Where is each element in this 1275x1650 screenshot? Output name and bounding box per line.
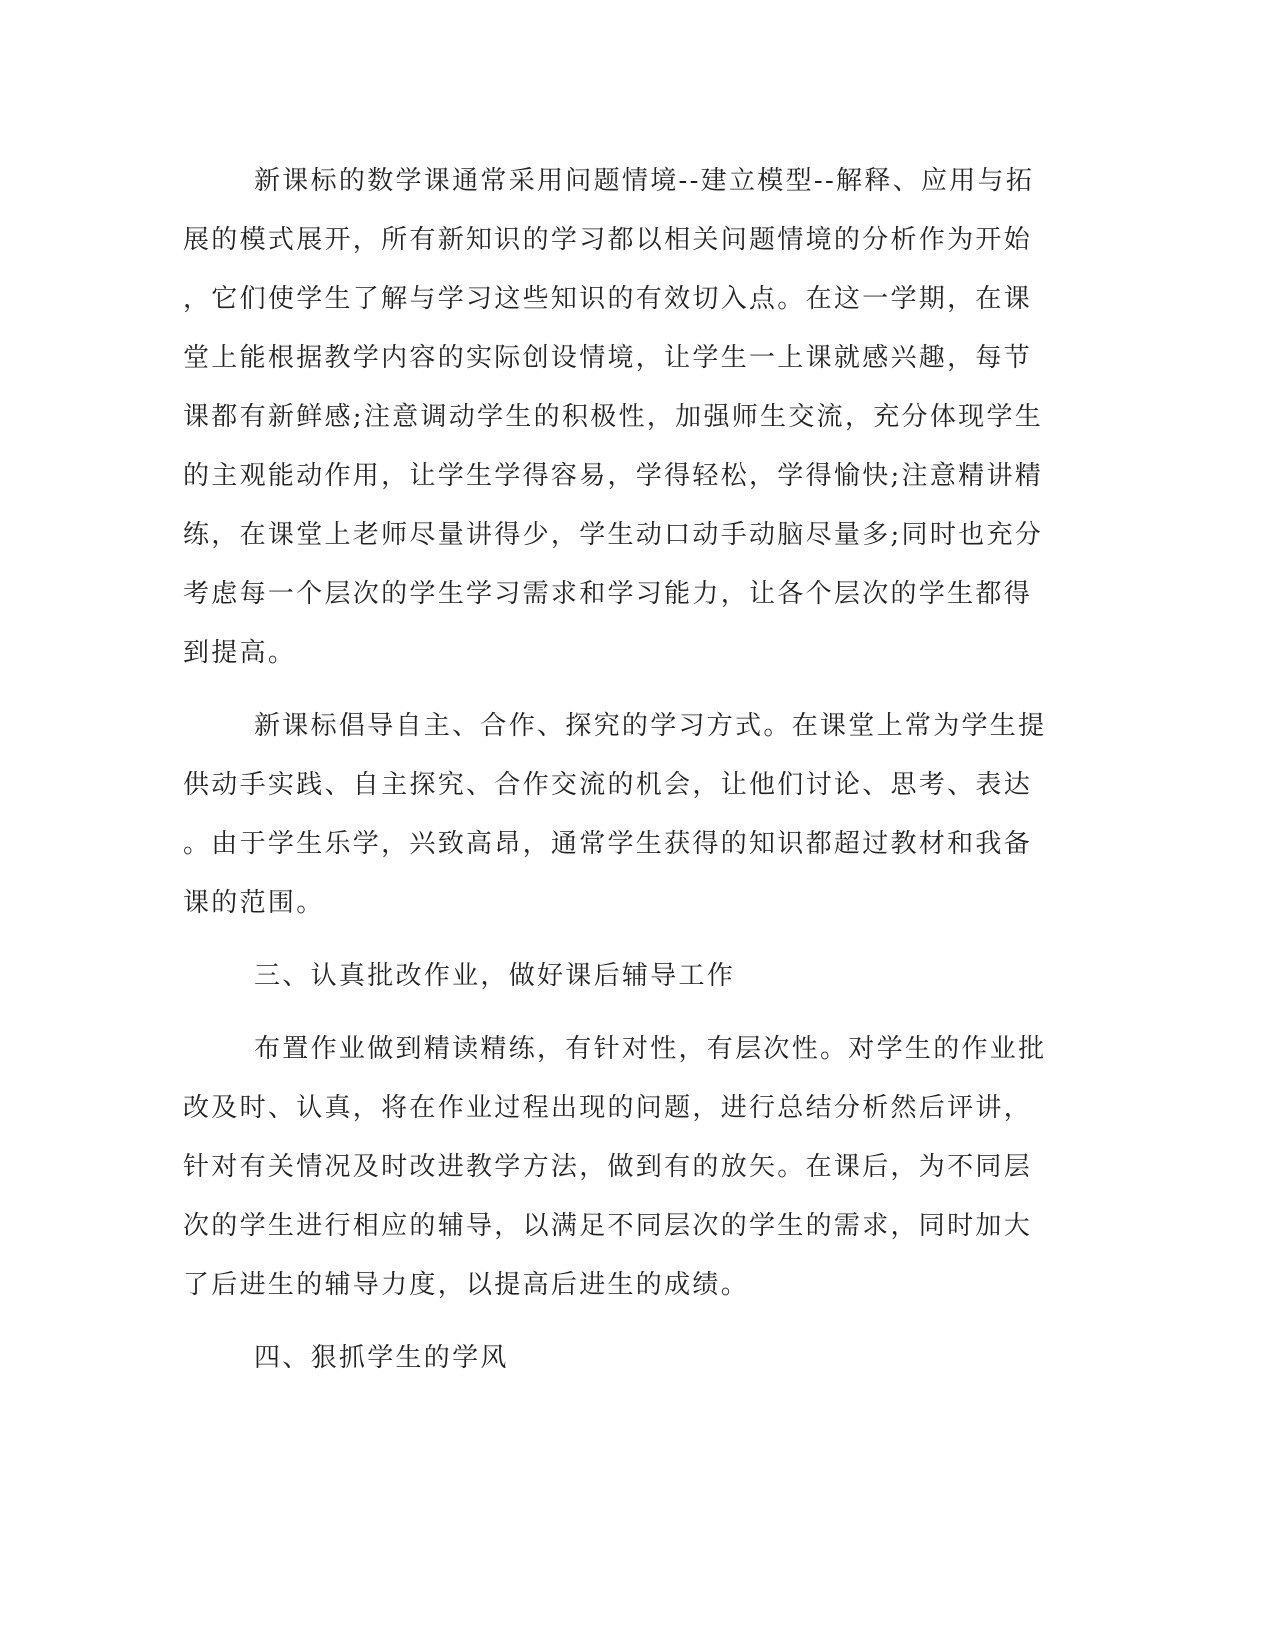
paragraph-line: 次的学生进行相应的辅导，以满足不同层次的学生的需求，同时加大 xyxy=(183,1211,1033,1241)
section-heading-homework xyxy=(183,954,1043,1013)
paragraph-line: 展的模式展开，所有新知识的学习都以相关问题情境的分析作为开始 xyxy=(183,225,1033,255)
paragraph-line: 了后进生的辅导力度，以提高后进生的成绩。 xyxy=(183,1270,750,1300)
paragraph-spacer xyxy=(183,1013,1043,1027)
paragraph-spacer xyxy=(183,1322,1043,1336)
paragraph-line: 堂上能根据教学内容的实际创设情境，让学生一上课就感兴趣，每节 xyxy=(183,343,1033,373)
paragraph-learning-style xyxy=(183,704,1047,940)
paragraph-line: 新课标倡导自主、合作、探究的学习方式。在课堂上常为学生提 xyxy=(254,711,1047,741)
paragraph-line: 。由于学生乐学，兴致高昂，通常学生获得的知识都超过教材和我备 xyxy=(183,829,1033,859)
paragraph-spacer xyxy=(183,940,1043,954)
section-heading-study-habits xyxy=(183,1336,1043,1395)
paragraph-line: 改及时、认真，将在作业过程出现的问题，进行总结分析然后评讲， xyxy=(183,1093,1033,1123)
document-body xyxy=(183,159,1047,1395)
section-heading: 三、认真批改作业，做好课后辅导工作 xyxy=(254,961,736,991)
paragraph-line: 练，在课堂上老师尽量讲得少，学生动口动手动脑尽量多;同时也充分 xyxy=(183,520,1044,550)
paragraph-line: 的主观能动作用，让学生学得容易，学得轻松，学得愉快;注意精讲精 xyxy=(183,461,1044,491)
paragraph-line: 课都有新鲜感;注意调动学生的积极性，加强师生交流，充分体现学生 xyxy=(183,402,1044,432)
paragraph-teaching-method xyxy=(183,159,1043,690)
paragraph-line: 到提高。 xyxy=(183,638,297,668)
paragraph-line: 考虑每一个层次的学生学习需求和学习能力，让各个层次的学生都得 xyxy=(183,579,1033,609)
paragraph-line: 供动手实践、自主探究、合作交流的机会，让他们讨论、思考、表达 xyxy=(183,770,1033,800)
section-heading: 四、狠抓学生的学风 xyxy=(254,1343,509,1373)
paragraph-homework xyxy=(183,1027,1047,1322)
paragraph-line: 布置作业做到精读精练，有针对性，有层次性。对学生的作业批 xyxy=(254,1034,1047,1064)
paragraph-line: 针对有关情况及时改进教学方法，做到有的放矢。在课后，为不同层 xyxy=(183,1152,1033,1182)
paragraph-spacer xyxy=(183,690,1043,704)
paragraph-line: ，它们使学生了解与学习这些知识的有效切入点。在这一学期，在课 xyxy=(183,284,1033,314)
paragraph-line: 课的范围。 xyxy=(183,888,325,918)
paragraph-line: 新课标的数学课通常采用问题情境--建立模型--解释、应用与拓 xyxy=(254,166,1035,196)
